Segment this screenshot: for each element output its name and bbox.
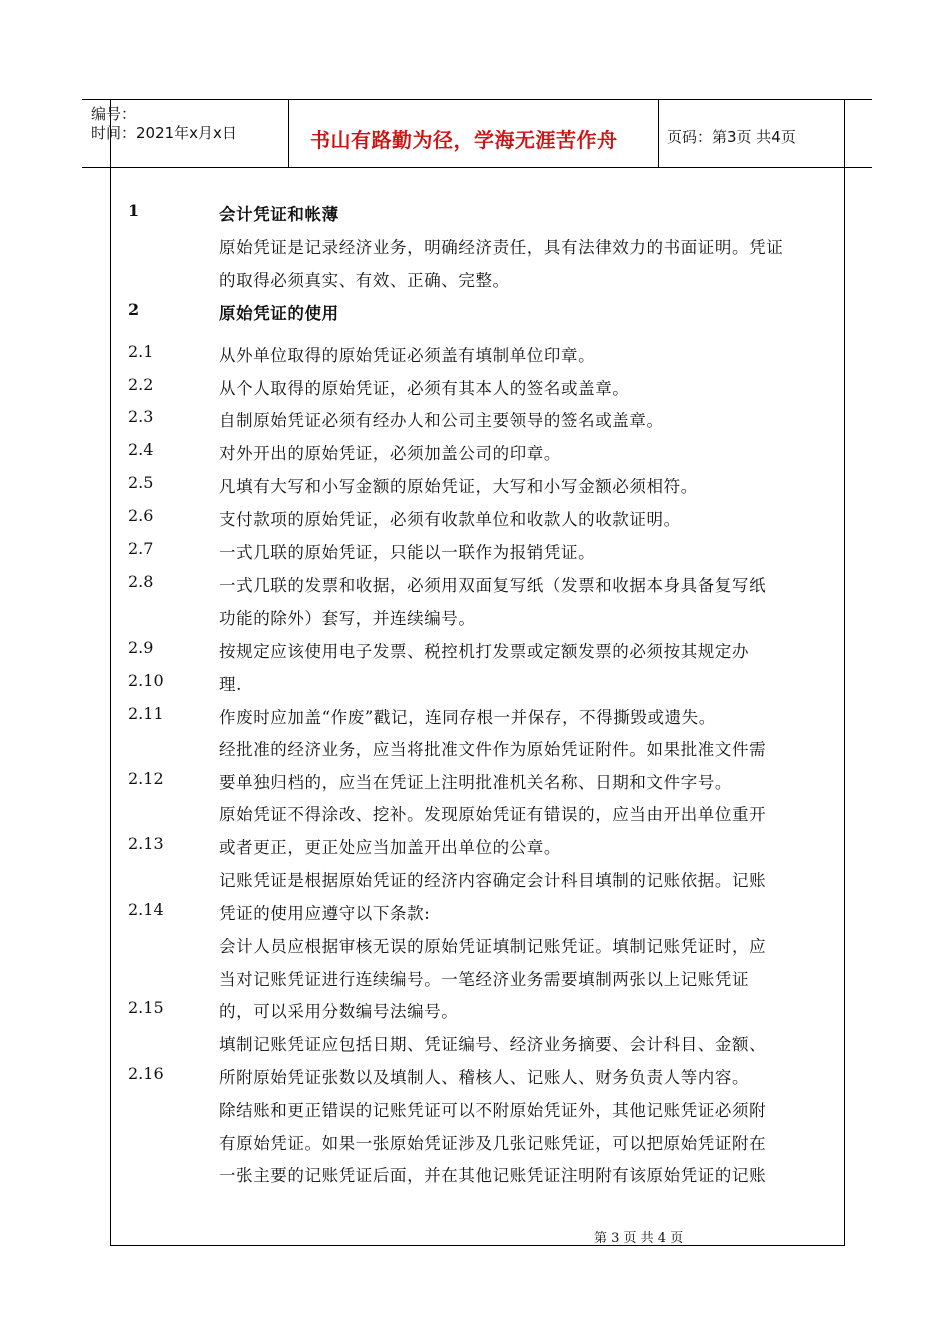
number-label: 编号： [91, 105, 137, 123]
text-line: 功能的除外）套写，并连续编号。 [219, 609, 476, 628]
page-footer: 第 3 页 共 4 页 [594, 1231, 684, 1246]
item-number: 2.15 [128, 998, 164, 1017]
time-label: 时间：2021年x月x日 [91, 124, 237, 142]
item-number: 2.4 [128, 440, 154, 459]
right-border [844, 99, 845, 1245]
item-number: 2.8 [128, 572, 154, 591]
text-line: 所附原始凭证张数以及填制人、稽核人、记账人、财务负责人等内容。 [219, 1068, 750, 1087]
section-title: 原始凭证的使用 [219, 304, 339, 323]
item-number: 2.2 [128, 375, 154, 394]
text-line: 从个人取得的原始凭证，必须有其本人的签名或盖章。 [219, 379, 630, 398]
item-number: 2.7 [128, 539, 154, 558]
text-line: 理. [219, 675, 242, 694]
text-line: 或者更正，更正处应当加盖开出单位的公章。 [219, 838, 561, 857]
text-line: 按规定应该使用电子发票、税控机打发票或定额发票的必须按其规定办 [219, 642, 750, 661]
top-border [82, 99, 872, 100]
section-number: 1 [128, 201, 140, 220]
item-number: 2.14 [128, 900, 164, 919]
section-title: 会计凭证和帐薄 [219, 205, 339, 224]
item-number: 2.12 [128, 769, 164, 788]
text-line: 凭证的使用应遵守以下条款: [219, 904, 431, 923]
text-line: 一式几联的原始凭证，只能以一联作为报销凭证。 [219, 543, 596, 562]
text-line: 有原始凭证。如果一张原始凭证涉及几张记账凭证，可以把原始凭证附在 [219, 1134, 767, 1153]
section-number: 2 [128, 300, 140, 319]
motto-title: 书山有路勤为径，学海无涯苦作舟 [310, 128, 618, 152]
text-line: 原始凭证不得涂改、挖补。发现原始凭证有错误的，应当由开出单位重开 [219, 805, 767, 824]
text-line: 填制记账凭证应包括日期、凭证编号、经济业务摘要、会计科目、金额、 [219, 1035, 767, 1054]
text-line: 作废时应加盖“作废”戳记，连同存根一并保存，不得撕毁或遗失。 [219, 708, 716, 727]
item-number: 2.11 [128, 704, 164, 723]
item-number: 2.1 [128, 342, 154, 361]
header-divider-left [288, 99, 289, 167]
text-line: 一式几联的发票和收据，必须用双面复写纸（发票和收据本身具备复写纸 [219, 576, 767, 595]
text-line: 一张主要的记账凭证后面，并在其他记账凭证注明附有该原始凭证的记账 [219, 1166, 767, 1185]
text-line: 的，可以采用分数编号法编号。 [219, 1002, 459, 1021]
text-line: 会计人员应根据审核无误的原始凭证填制记账凭证。填制记账凭证时，应 [219, 937, 767, 956]
text-line: 自制原始凭证必须有经办人和公司主要领导的签名或盖章。 [219, 411, 664, 430]
text-line: 经批准的经济业务，应当将批准文件作为原始凭证附件。如果批准文件需 [219, 740, 767, 759]
item-number: 2.9 [128, 638, 154, 657]
text-line: 对外开出的原始凭证，必须加盖公司的印章。 [219, 444, 561, 463]
item-number: 2.13 [128, 834, 164, 853]
item-number: 2.3 [128, 407, 154, 426]
page-code: 页码：第3页 共4页 [667, 128, 796, 146]
item-number: 2.16 [128, 1064, 164, 1083]
text-line: 从外单位取得的原始凭证必须盖有填制单位印章。 [219, 346, 596, 365]
text-line: 支付款项的原始凭证，必须有收款单位和收款人的收款证明。 [219, 510, 681, 529]
text-line: 的取得必须真实、有效、正确、完整。 [219, 271, 510, 290]
header-bottom-border [82, 167, 872, 168]
text-line: 凡填有大写和小写金额的原始凭证，大写和小写金额必须相符。 [219, 477, 698, 496]
text-line: 要单独归档的，应当在凭证上注明批准机关名称、日期和文件字号。 [219, 773, 732, 792]
text-line: 原始凭证是记录经济业务，明确经济责任，具有法律效力的书面证明。凭证 [219, 238, 784, 257]
left-border [110, 99, 111, 1245]
header-divider-right [658, 99, 659, 167]
item-number: 2.10 [128, 671, 164, 690]
bottom-border [110, 1245, 845, 1246]
text-line: 当对记账凭证进行连续编号。一笔经济业务需要填制两张以上记账凭证 [219, 970, 750, 989]
item-number: 2.5 [128, 473, 154, 492]
item-number: 2.6 [128, 506, 154, 525]
text-line: 记账凭证是根据原始凭证的经济内容确定会计科目填制的记账依据。记账 [219, 871, 767, 890]
text-line: 除结账和更正错误的记账凭证可以不附原始凭证外，其他记账凭证必须附 [219, 1101, 767, 1120]
